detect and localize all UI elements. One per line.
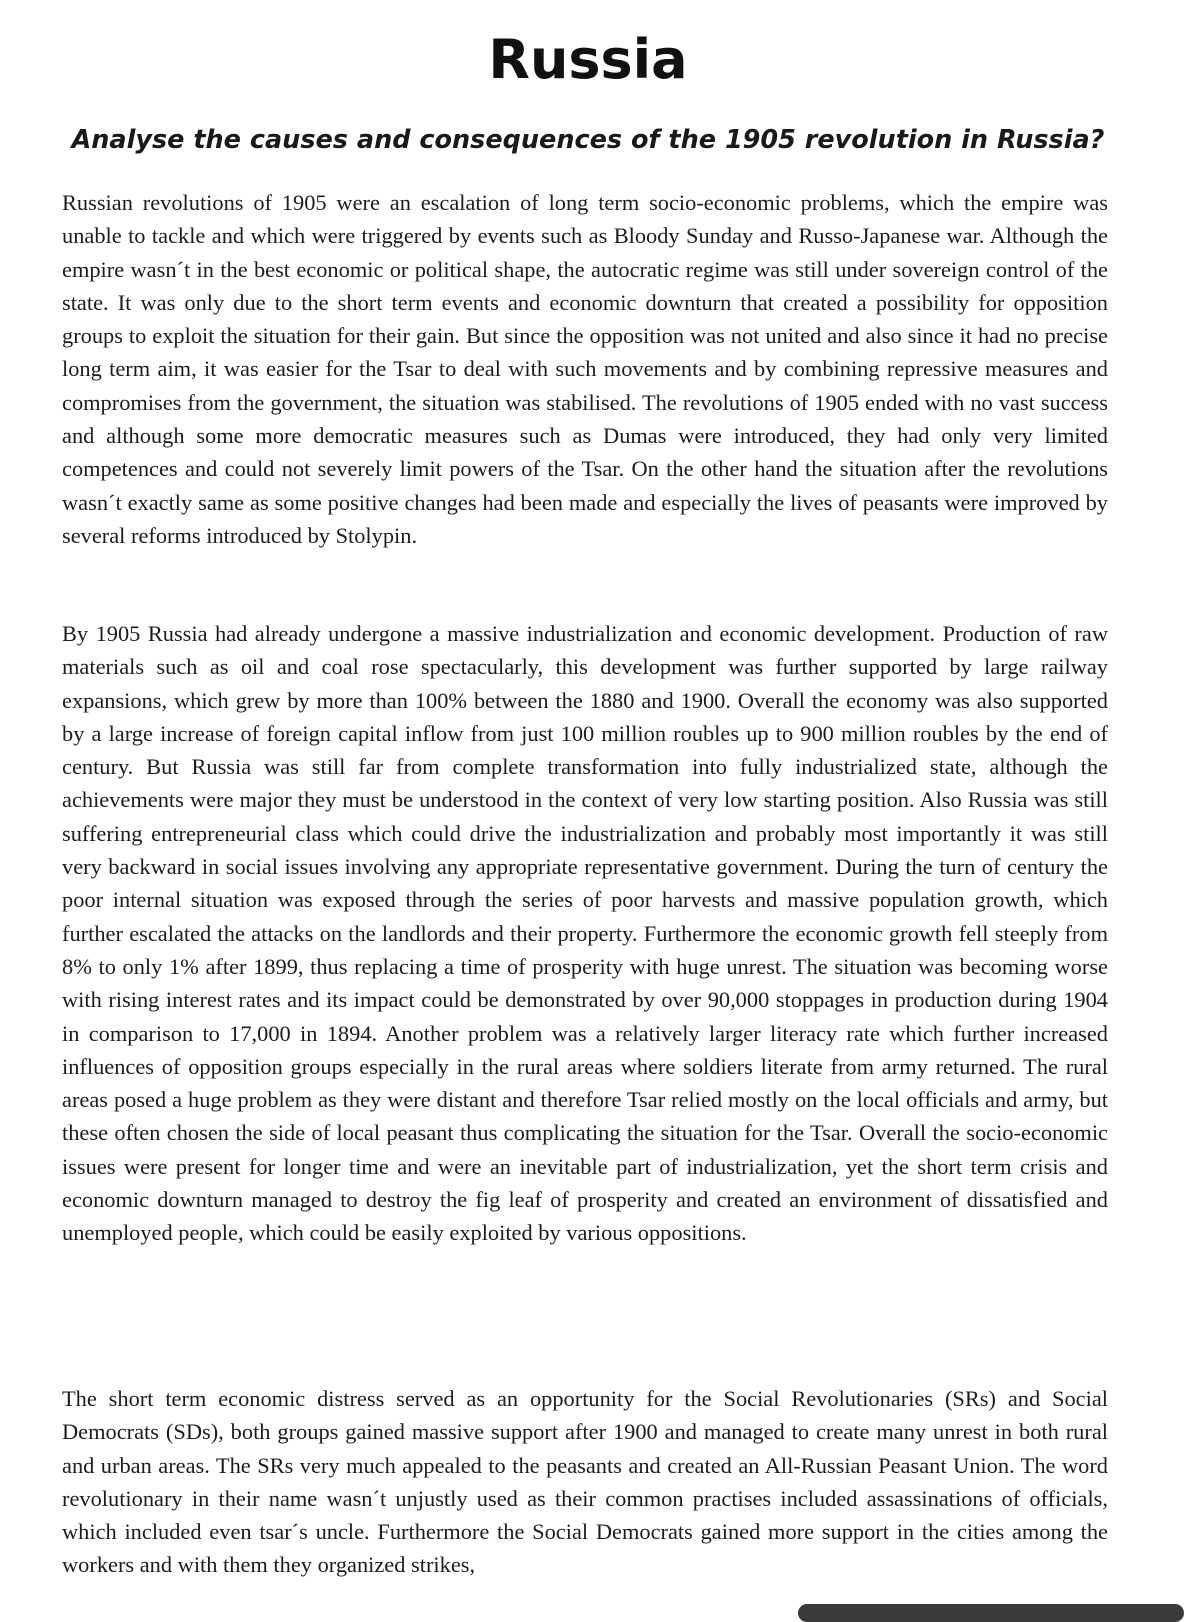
paragraph-3: The short term economic distress served as an opportunity for the Social Revolutionaries (SRs) and Social Democrats (SDs), both groups gained massive support after 1900 and managed to create many unrest in both rural and urban areas. The SRs very much appealed to the peasants and created an All-Russian Peasant Union. The word revolutionary in their name wasn´t unjustly used as their common practises included assassinations of officials, which included even tsar´s uncle. Furthermore the Social Democrats gained more support in the cities among the workers and with them they organized strikes, xyxy=(62,1386,1108,1578)
document-title: Russia xyxy=(488,28,688,91)
essay-question: Analyse the causes and consequences of the 1905 revolution in Russia? xyxy=(71,125,1105,155)
scrollbar-thumb[interactable] xyxy=(798,1604,1184,1622)
paragraph-2: By 1905 Russia had already undergone a massive industrialization and economic development. Production of raw materials such as oil and coal rose spectacularly, this development was further supported by large railway expansions, which grew by more than 100% between the 1880 and 1900. Overall the economy was also supported by a large increase of foreign capital inflow from just 100 million roubles up to 900 million roubles by the end of century. But Russia was still far from complete transformation into fully industrialized state, although the achievements were major they must be understood in the context of very low starting position. Also Russia was still suffering entrepreneurial class which could drive the industrialization and probably most importantly it was still very backward in social issues involving any appropriate representative government. During the turn of century the poor internal situation was exposed through the series of poor harvests and massive population growth, which further escalated the attacks on the landlords and their property. Furthermore the economic growth fell steeply from 8% to only 1% after 1899, thus replacing a time of prosperity with huge unrest. The situation was becoming worse with rising interest rates and its impact could be demonstrated by over 90,000 stoppages in production during 1904 in comparison to 17,000 in 1894. Another problem was a relatively larger literacy rate which further increased influences of opposition groups especially in the rural areas where soldiers literate from army returned. The rural areas posed a huge problem as they were distant and therefore Tsar relied mostly on the local officials and army, but these often chosen the side of local peasant thus complicating the situation for the Tsar. Overall the socio-economic issues were present for longer time and were an inevitable part of industrialization, yet the short term crisis and economic downturn managed to destroy the fig leaf of prosperity and created an environment of dissatisfied and unemployed people, which could be easily exploited by various oppositions. xyxy=(62,621,1108,1246)
paragraph-1: Russian revolutions of 1905 were an escalation of long term socio-economic problems, which the empire was unable to tackle and which were triggered by events such as Bloody Sunday and Russo-Japanese war. Although the empire wasn´t in the best economic or political shape, the autocratic regime was still under sovereign control of the state. It was only due to the short term events and economic downturn that created a possibility for opposition groups to exploit the situation for their gain. But since the opposition was not united and also since it had no precise long term aim, it was easier for the Tsar to deal with such movements and by combining repressive measures and compromises from the government, the situation was stabilised. The revolutions of 1905 ended with no vast success and although some more democratic measures such as Dumas were introduced, they had only very limited competences and could not severely limit powers of the Tsar. On the other hand the situation after the revolutions wasn´t exactly same as some positive changes had been made and especially the lives of peasants were improved by several reforms introduced by Stolypin. xyxy=(62,190,1108,548)
